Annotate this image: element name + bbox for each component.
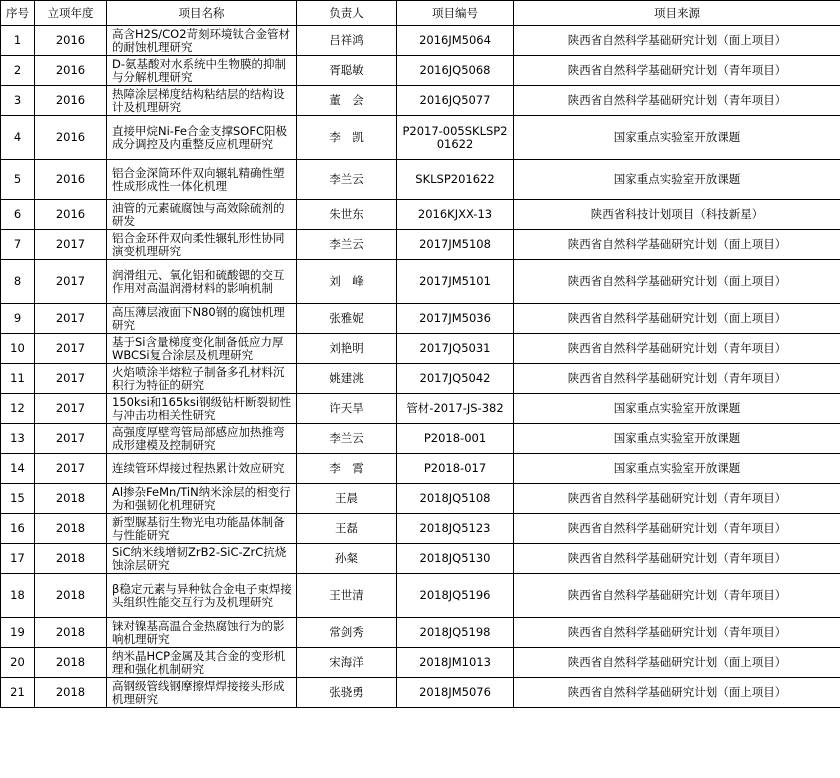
cell-name: 150ksi和165ksi钢级钻杆断裂韧性与冲击功相关性研究 [107,394,297,424]
table-row [1,514,840,544]
cell-source: 陕西省自然科学基础研究计划（面上项目） [514,648,840,678]
table-row [1,200,840,230]
cell-no: 19 [1,618,35,648]
cell-leader: 张雅妮 [297,304,397,334]
table-row [1,230,840,260]
cell-no: 15 [1,484,35,514]
cell-source: 陕西省自然科学基础研究计划（青年项目） [514,86,840,116]
cell-source: 国家重点实验室开放课题 [514,424,840,454]
cell-year: 2017 [35,230,107,260]
cell-code: 2017JQ5042 [397,364,514,394]
cell-no: 13 [1,424,35,454]
cell-leader: 张骁勇 [297,678,397,708]
cell-name: 高含H2S/CO2苛刻环境钛合金管材的耐蚀机理研究 [107,26,297,56]
cell-source: 陕西省自然科学基础研究计划（面上项目） [514,260,840,304]
cell-year: 2017 [35,260,107,304]
table-row [1,454,840,484]
cell-leader: 宋海洋 [297,648,397,678]
cell-no: 18 [1,574,35,618]
cell-code: 2018JQ5196 [397,574,514,618]
cell-no: 7 [1,230,35,260]
cell-source: 陕西省自然科学基础研究计划（青年项目） [514,574,840,618]
table-row [1,364,840,394]
table-row [1,116,840,160]
cell-code: P2018-001 [397,424,514,454]
cell-leader: 王晨 [297,484,397,514]
table-row [1,260,840,304]
cell-name: 直接甲烷Ni-Fe合金支撑SOFC阳极成分调控及内重整反应机理研究 [107,116,297,160]
cell-no: 16 [1,514,35,544]
cell-year: 2017 [35,364,107,394]
cell-code: 2018JQ5123 [397,514,514,544]
cell-no: 21 [1,678,35,708]
cell-source: 陕西省自然科学基础研究计划（面上项目） [514,304,840,334]
cell-name: 铝合金深筒环件双向辗轧精确性塑性成形成性一体化机理 [107,160,297,200]
cell-code: 2017JM5101 [397,260,514,304]
table-row [1,304,840,334]
cell-source: 陕西省自然科学基础研究计划（面上项目） [514,230,840,260]
cell-code: 2016KJXX-13 [397,200,514,230]
cell-year: 2018 [35,678,107,708]
table-row [1,334,840,364]
cell-code: 2017JQ5031 [397,334,514,364]
cell-no: 9 [1,304,35,334]
cell-no: 17 [1,544,35,574]
cell-year: 2016 [35,26,107,56]
cell-source: 国家重点实验室开放课题 [514,394,840,424]
cell-leader: 王世清 [297,574,397,618]
cell-name: β稳定元素与异种钛合金电子束焊接头组织性能交互行为及机理研究 [107,574,297,618]
cell-code: P2018-017 [397,454,514,484]
cell-year: 2017 [35,304,107,334]
cell-leader: 李兰云 [297,424,397,454]
cell-no: 10 [1,334,35,364]
header-code: 项目编号 [397,1,514,26]
cell-leader: 吕祥鸿 [297,26,397,56]
cell-name: 油管的元素硫腐蚀与高效除硫剂的研发 [107,200,297,230]
table-body [1,26,840,708]
cell-source: 陕西省自然科学基础研究计划（青年项目） [514,56,840,86]
cell-no: 8 [1,260,35,304]
cell-code: 2016JM5064 [397,26,514,56]
cell-source: 国家重点实验室开放课题 [514,160,840,200]
cell-no: 14 [1,454,35,484]
cell-no: 2 [1,56,35,86]
cell-year: 2017 [35,424,107,454]
cell-leader: 姚建洮 [297,364,397,394]
table-row [1,56,840,86]
table-row [1,678,840,708]
cell-source: 陕西省自然科学基础研究计划（青年项目） [514,618,840,648]
cell-year: 2018 [35,648,107,678]
cell-code: 2016JQ5077 [397,86,514,116]
cell-leader: 李兰云 [297,160,397,200]
cell-year: 2018 [35,484,107,514]
cell-name: 连续管环焊接过程热累计效应研究 [107,454,297,484]
cell-name: SiC纳米线增韧ZrB2-SiC-ZrC抗烧蚀涂层研究 [107,544,297,574]
cell-source: 陕西省自然科学基础研究计划（青年项目） [514,514,840,544]
cell-source: 陕西省自然科学基础研究计划（青年项目） [514,544,840,574]
cell-code: 管材-2017-JS-382 [397,394,514,424]
cell-name: 基于Si含量梯度变化制备低应力厚WBCSi复合涂层及机理研究 [107,334,297,364]
cell-name: 纳米晶HCP金属及其合金的变形机理和强化机制研究 [107,648,297,678]
cell-name: D-氨基酸对水系统中生物膜的抑制与分解机理研究 [107,56,297,86]
cell-no: 1 [1,26,35,56]
cell-year: 2016 [35,160,107,200]
cell-year: 2017 [35,334,107,364]
header-year: 立项年度 [35,1,107,26]
cell-code: P2017-005SKLSP201622 [397,116,514,160]
cell-leader: 刘艳明 [297,334,397,364]
cell-no: 3 [1,86,35,116]
cell-no: 6 [1,200,35,230]
cell-year: 2017 [35,394,107,424]
cell-year: 2017 [35,454,107,484]
table-row [1,424,840,454]
cell-source: 陕西省自然科学基础研究计划（面上项目） [514,26,840,56]
table-row [1,544,840,574]
cell-code: 2017JM5036 [397,304,514,334]
cell-source: 陕西省自然科学基础研究计划（青年项目） [514,334,840,364]
table-row [1,648,840,678]
cell-source: 陕西省自然科学基础研究计划（面上项目） [514,678,840,708]
cell-code: 2018JQ5130 [397,544,514,574]
cell-leader: 李 凯 [297,116,397,160]
cell-source: 陕西省自然科学基础研究计划（青年项目） [514,364,840,394]
cell-leader: 李兰云 [297,230,397,260]
cell-no: 4 [1,116,35,160]
cell-year: 2016 [35,86,107,116]
table-row [1,160,840,200]
cell-name: 润滑组元、氧化铝和硫酸锶的交互作用对高温润滑材料的影响机制 [107,260,297,304]
cell-name: 铼对镍基高温合金热腐蚀行为的影响机理研究 [107,618,297,648]
cell-code: SKLSP201622 [397,160,514,200]
cell-name: 新型脲基衍生物光电功能晶体制备与性能研究 [107,514,297,544]
cell-code: 2017JM5108 [397,230,514,260]
cell-name: 高钢级管线钢摩擦焊焊接接头形成机理研究 [107,678,297,708]
cell-leader: 胥聪敏 [297,56,397,86]
cell-year: 2018 [35,618,107,648]
cell-leader: 孙粲 [297,544,397,574]
cell-source: 陕西省自然科学基础研究计划（青年项目） [514,484,840,514]
header-no: 序号 [1,1,35,26]
cell-name: 热障涂层梯度结构粘结层的结构设计及机理研究 [107,86,297,116]
cell-leader: 朱世东 [297,200,397,230]
cell-no: 5 [1,160,35,200]
header-name: 项目名称 [107,1,297,26]
cell-name: 火焰喷涂半熔粒子制备多孔材料沉积行为特征的研究 [107,364,297,394]
cell-code: 2016JQ5068 [397,56,514,86]
cell-source: 陕西省科技计划项目（科技新星） [514,200,840,230]
cell-name: 高强度厚壁弯管局部感应加热推弯成形建模及控制研究 [107,424,297,454]
cell-year: 2018 [35,574,107,618]
table-row [1,26,840,56]
table-row [1,574,840,618]
cell-leader: 董 会 [297,86,397,116]
cell-no: 20 [1,648,35,678]
cell-leader: 李 霄 [297,454,397,484]
cell-year: 2016 [35,200,107,230]
header-source: 项目来源 [514,1,840,26]
cell-name: 铝合金环件双向柔性辗轧形性协同演变机理研究 [107,230,297,260]
cell-year: 2018 [35,514,107,544]
cell-year: 2016 [35,116,107,160]
cell-source: 国家重点实验室开放课题 [514,116,840,160]
cell-no: 12 [1,394,35,424]
table-row [1,618,840,648]
cell-year: 2016 [35,56,107,86]
cell-code: 2018JM5076 [397,678,514,708]
cell-leader: 王磊 [297,514,397,544]
cell-leader: 常剑秀 [297,618,397,648]
cell-code: 2018JQ5108 [397,484,514,514]
cell-no: 11 [1,364,35,394]
cell-name: 高压薄层液面下N80钢的腐蚀机理研究 [107,304,297,334]
cell-leader: 许天旱 [297,394,397,424]
table-row [1,394,840,424]
table-row [1,484,840,514]
cell-name: Al掺杂FeMn/TiN纳米涂层的相变行为和强韧化机理研究 [107,484,297,514]
cell-code: 2018JM1013 [397,648,514,678]
header-leader: 负责人 [297,1,397,26]
table-row [1,86,840,116]
table-header-row [1,1,840,26]
cell-year: 2018 [35,544,107,574]
cell-leader: 刘 峰 [297,260,397,304]
cell-source: 国家重点实验室开放课题 [514,454,840,484]
cell-code: 2018JQ5198 [397,618,514,648]
